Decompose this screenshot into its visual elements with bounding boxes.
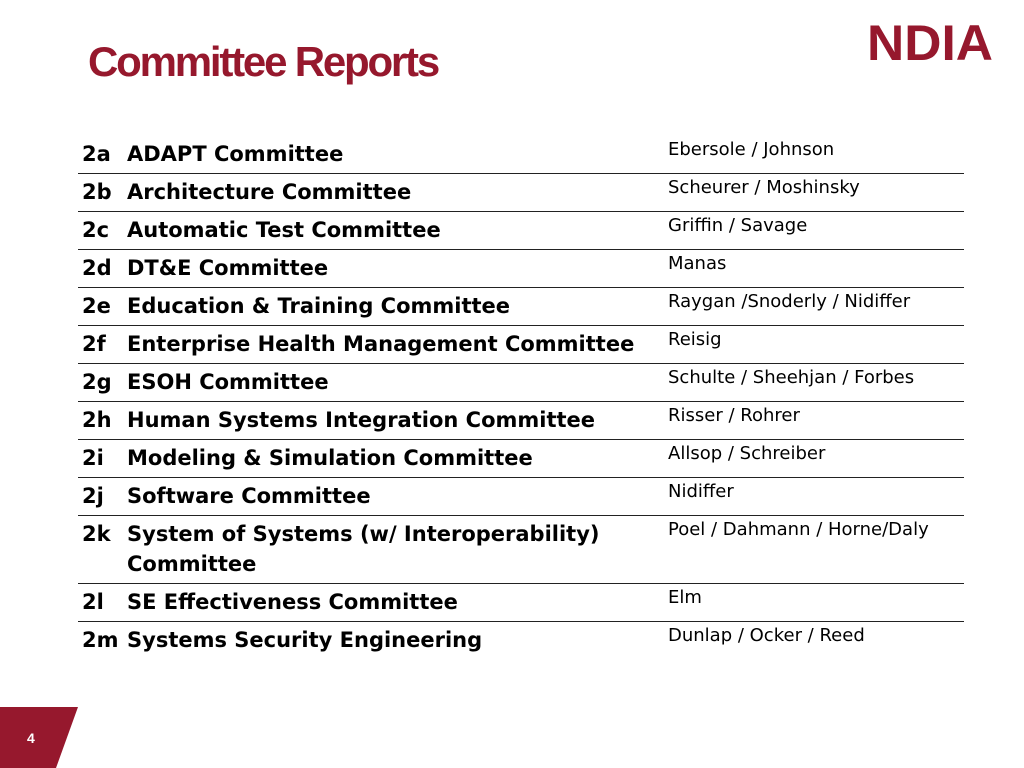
committee-name: ADAPT Committee — [127, 142, 344, 166]
committee-code: 2l — [82, 590, 104, 614]
committee-chairs: Reisig — [668, 329, 722, 350]
committee-code: 2c — [82, 218, 110, 242]
committee-name: SE Effectiveness Committee — [127, 590, 458, 614]
committee-code: 2g — [82, 370, 112, 394]
committee-chairs: Griffin / Savage — [668, 215, 808, 236]
table-row — [78, 174, 964, 212]
committee-name: Architecture Committee — [127, 180, 412, 204]
committee-chairs: Poel / Dahmann / Horne/Daly — [668, 519, 929, 540]
committee-chairs: Scheurer / Moshinsky — [668, 177, 860, 198]
table-row — [78, 584, 964, 622]
committee-chairs: Schulte / Sheehjan / Forbes — [668, 367, 915, 388]
table-row — [78, 326, 964, 364]
committee-code: 2j — [82, 484, 104, 508]
committee-name: Software Committee — [127, 484, 371, 508]
table-row — [78, 364, 964, 402]
committee-code: 2i — [82, 446, 104, 470]
committee-code: 2b — [82, 180, 112, 204]
committee-name: Systems Security Engineering — [127, 628, 483, 652]
page-number-tab — [0, 707, 78, 768]
committee-code: 2h — [82, 408, 112, 432]
committee-chairs: Elm — [668, 587, 702, 608]
table-row — [78, 622, 964, 659]
committee-name: Automatic Test Committee — [127, 218, 441, 242]
page-number: 4 — [27, 730, 35, 746]
committee-code: 2f — [82, 332, 106, 356]
ndia-logo — [866, 18, 994, 64]
committee-table — [78, 136, 964, 659]
table-row — [78, 402, 964, 440]
committee-code: 2d — [82, 256, 112, 280]
table-row — [78, 136, 964, 174]
committee-chairs: Raygan /Snoderly / Nidiffer — [668, 291, 911, 312]
committee-chairs: Risser / Rohrer — [668, 405, 800, 426]
committee-chairs: Manas — [668, 253, 727, 274]
committee-chairs: Allsop / Schreiber — [668, 443, 826, 464]
logo-text: NDIA — [867, 18, 993, 64]
table-row — [78, 288, 964, 326]
committee-name: System of Systems (w/ Interoperability) Committee — [127, 522, 600, 576]
committee-code: 2e — [82, 294, 111, 318]
committee-chairs: Dunlap / Ocker / Reed — [668, 625, 865, 646]
committee-chairs: Nidiffer — [668, 481, 734, 502]
table-row — [78, 250, 964, 288]
committee-name: DT&E Committee — [127, 256, 329, 280]
committee-name: Enterprise Health Management Committee — [127, 332, 635, 356]
committee-name: Modeling & Simulation Committee — [127, 446, 533, 470]
table-row — [78, 440, 964, 478]
committee-chairs: Ebersole / Johnson — [668, 139, 835, 160]
table-row — [78, 516, 964, 584]
committee-name: Human Systems Integration Committee — [127, 408, 596, 432]
page-title: Committee Reports — [88, 38, 438, 85]
table-row — [78, 478, 964, 516]
committee-name: Education & Training Committee — [127, 294, 511, 318]
committee-name: ESOH Committee — [127, 370, 329, 394]
committee-code: 2a — [82, 142, 111, 166]
table-row — [78, 212, 964, 250]
committee-code: 2k — [82, 522, 111, 546]
committee-code: 2m — [82, 628, 119, 652]
